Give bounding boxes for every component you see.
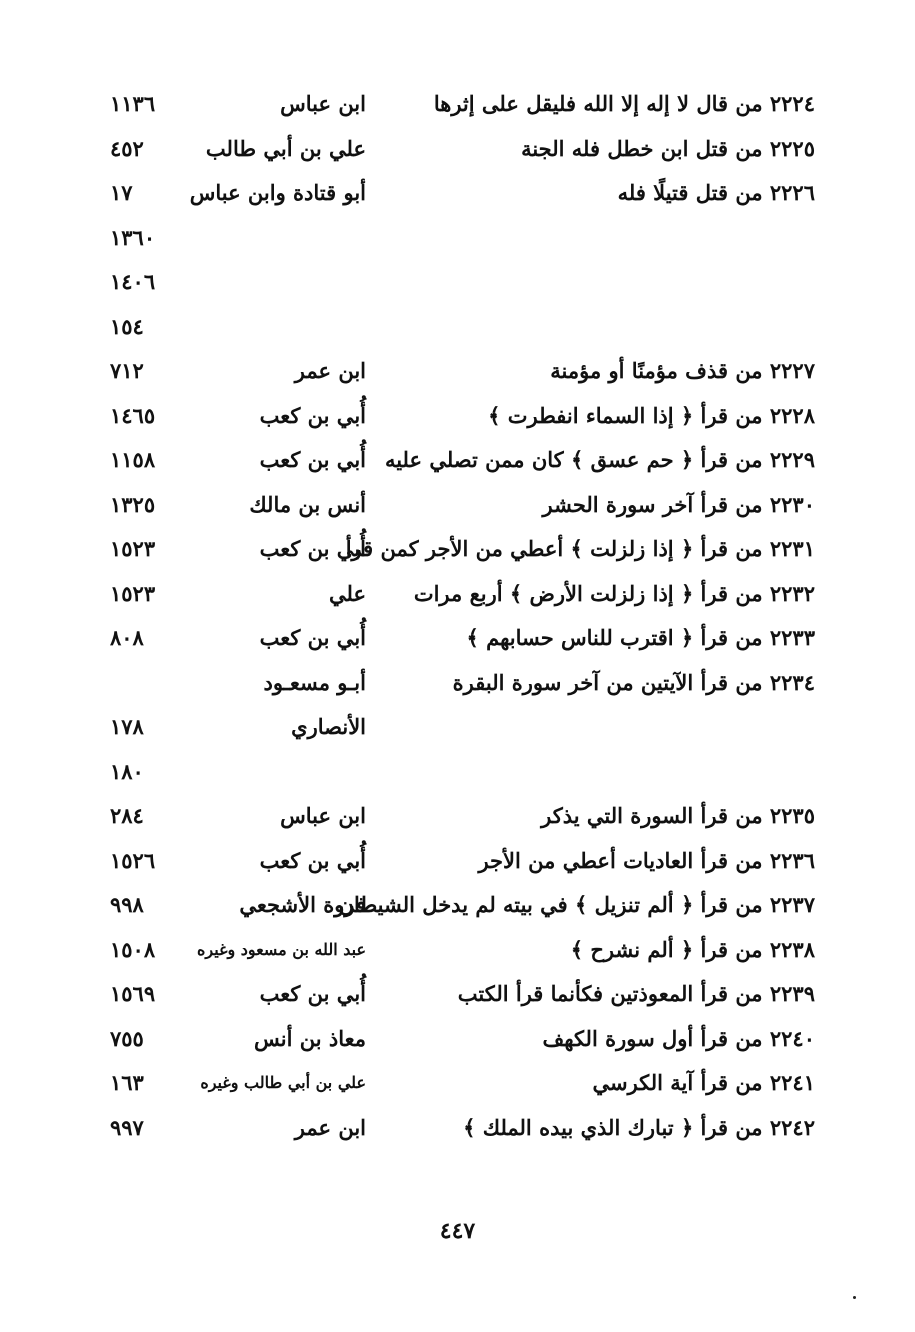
hadith-title: ٢٢٤١ من قرأ آية الكرسي [592,1070,815,1095]
hadith-title: ٢٢٣٨ من قرأ ﴿ ألم نشرح ﴾ [570,936,815,962]
index-row [0,127,915,172]
index-row [0,1106,915,1151]
page-reference: ١٧٨ [110,714,144,739]
page-reference: ١٤٠٦ [110,269,156,294]
narrator: علي بن أبي طالب [205,135,366,161]
page-number: ٤٤٧ [439,1218,476,1244]
index-row [0,616,915,661]
page-reference: ١٥٢٣ [110,536,156,561]
narrator: أبـو مسعـود [263,669,366,695]
index-row [0,216,915,261]
page-reference: ١٥٦٩ [110,981,156,1006]
page-reference: ١٣٦٠ [110,224,156,250]
narrator: أُبي بن كعب [259,847,366,873]
index-row [0,705,915,750]
page-reference: ١٥٤ [110,313,144,339]
narrator: أُبي بن كعب [259,402,366,428]
hadith-title: ٢٢٣٧ من قرأ ﴿ ألم تنزيل ﴾ في بيته لم يدخل الشيطان [338,892,815,917]
hadith-title: ٢٢٣٦ من قرأ العاديات أعطي من الأجر [478,847,815,873]
narrator: عبد الله بن مسعود وغيره [197,939,366,959]
index-row [0,527,915,572]
index-row [0,483,915,528]
index-row [0,438,915,483]
page-reference: ٤٥٢ [110,135,144,161]
hadith-title: ٢٢٣٩ من قرأ المعوذتين فكأنما قرأ الكتب [457,981,815,1006]
page-reference: ١١٣٦ [110,91,156,116]
index-row [0,260,915,305]
page-reference: ٨٠٨ [110,625,144,650]
narrator: أُبي بن كعب [259,536,366,561]
speck-mark [853,1296,856,1299]
index-row [0,394,915,439]
narrator: أُبي بن كعب [259,447,366,472]
narrator: ابن عمر [294,1114,366,1140]
narrator: ابن عباس [280,803,366,828]
hadith-title: ٢٢٤٢ من قرأ ﴿ تبارك الذي بيده الملك ﴾ [463,1114,815,1140]
index-row [0,572,915,617]
hadith-title: ٢٢٢٩ من قرأ ﴿ حم عسق ﴾ كان ممن تصلي عليه [384,447,815,472]
hadith-title: ٢٢٣٢ من قرأ ﴿ إذا زلزلت الأرض ﴾ أربع مرات [413,580,815,606]
index-row [0,883,915,928]
page-reference: ١٨٠ [110,758,144,784]
hadith-title: ٢٢٢٨ من قرأ ﴿ إذا السماء انفطرت ﴾ [488,402,815,428]
page-reference: ٧٥٥ [110,1025,144,1051]
narrator: ابن عمر [294,358,366,383]
hadith-title: ٢٢٢٧ من قذف مؤمنًا أو مؤمنة [550,358,815,383]
page-reference: ٩٩٧ [110,1114,144,1140]
narrator: أُبي بن كعب [259,625,366,650]
hadith-title: ٢٢٤٠ من قرأ أول سورة الكهف [542,1025,815,1051]
narrator: الأنصاري [291,714,366,739]
index-row [0,750,915,795]
narrator: علي بن أبي طالب وغيره [200,1073,366,1092]
hadith-title: ٢٢٢٦ من قتل قتيلًا فله [617,180,815,205]
index-row [0,1017,915,1062]
index-row [0,82,915,127]
page-reference: ١١٥٨ [110,447,156,472]
index-row [0,839,915,884]
hadith-title: ٢٢٢٤ من قال لا إله إلا الله فليقل على إثرها [433,91,815,116]
hadith-title: ٢٢٣١ من قرأ ﴿ إذا زلزلت ﴾ أعطي من الأجر كمن قرأ [345,536,815,561]
narrator: ابن عباس [280,91,366,116]
narrator: علي [329,580,366,606]
page-reference: ١٦٣ [110,1070,144,1095]
index-row [0,972,915,1017]
index-row [0,171,915,216]
page-reference: ١٤٦٥ [110,402,156,428]
index-row [0,349,915,394]
index-row [0,1061,915,1106]
hadith-title: ٢٢٣٣ من قرأ ﴿ اقترب للناس حسابهم ﴾ [466,625,815,650]
index-row [0,794,915,839]
narrator: فروة الأشجعي [239,892,366,917]
hadith-title: ٢٢٣٠ من قرأ آخر سورة الحشر [542,491,815,517]
page-reference: ٩٩٨ [110,892,144,917]
page-reference: ١٥٢٦ [110,847,156,873]
index-row [0,928,915,973]
page-reference: ١٥٢٣ [110,580,156,606]
narrator: معاذ بن أنس [253,1025,366,1051]
hadith-title: ٢٢٣٤ من قرأ الآيتين من آخر سورة البقرة [452,669,815,695]
hadith-title: ٢٢٣٥ من قرأ السورة التي يذكر [541,803,815,828]
page-reference: ١٥٠٨ [110,936,156,962]
page-reference: ١٧ [110,180,133,205]
index-row [0,661,915,706]
narrator: أنس بن مالك [249,491,366,517]
page-reference: ١٣٢٥ [110,491,156,517]
narrator: أبو قتادة وابن عباس [189,180,366,205]
narrator: أُبي بن كعب [259,981,366,1006]
page-reference: ٧١٢ [110,358,144,383]
index-row [0,305,915,350]
index-table [0,82,915,1150]
hadith-title: ٢٢٢٥ من قتل ابن خطل فله الجنة [521,135,815,161]
page-reference: ٢٨٤ [110,803,144,828]
